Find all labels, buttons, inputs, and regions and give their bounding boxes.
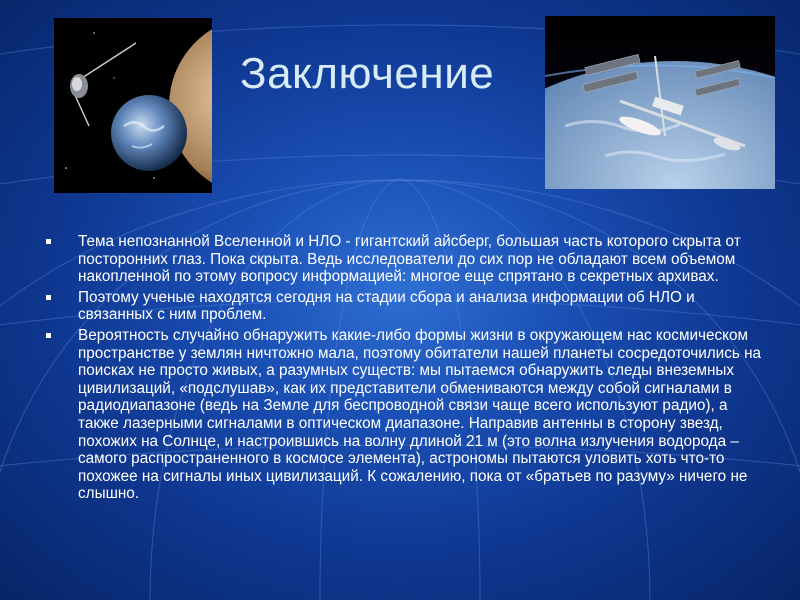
bullet-square-icon bbox=[46, 239, 51, 244]
bullet-text: Тема непознанной Вселенной и НЛО - гигантский айсберг, большая часть которого скрыта от посторонних глаз. Пока скрыта. Ведь исследователи до сих пор не обладают всем объемом накопленной по этому вопросу информацией: многое еще спрятано в секретных архивах. bbox=[78, 233, 741, 286]
list-item bbox=[44, 289, 764, 324]
list-item bbox=[44, 233, 764, 286]
bullet-list bbox=[44, 233, 764, 506]
bullet-text: Поэтому ученые находятся сегодня на стадии сбора и анализа информации об НЛО и связанных с ним проблем. bbox=[78, 288, 695, 324]
list-item bbox=[44, 327, 764, 503]
bullet-text: Вероятность случайно обнаружить какие-либо формы жизни в окружающем нас космическом пространстве у землян ничтожно мала, поэтому обитатели нашей планеты сосредоточились на поисках не просто живых, а разумных существ: мы пытаемся обнаружить следы внеземных цивилизаций, «подслушав», как их представители обмениваются между собой сигналами в радиодиапазоне (ведь на Земле для беспроводной связи чаще всего используют радио), а также лазерными сигналами в оптическом диапазоне. Направив антенны в сторону звезд, похожих на Солнце, и настроившись на волну длиной 21 м (это волна излучения водорода – самого распространенного в космосе элемента), астрономы пытаются уловить хоть что-то похожее на сигналы иных цивилизаций. К сожалению, пока от «братьев по разуму» ничего не слышно. bbox=[78, 326, 762, 503]
space-station-over-earth-image bbox=[545, 16, 775, 189]
slide-title: Заключение bbox=[240, 49, 495, 98]
bullet-square-icon bbox=[46, 295, 51, 300]
space-probe-and-planets-image bbox=[54, 18, 212, 193]
bullet-square-icon bbox=[46, 333, 51, 338]
